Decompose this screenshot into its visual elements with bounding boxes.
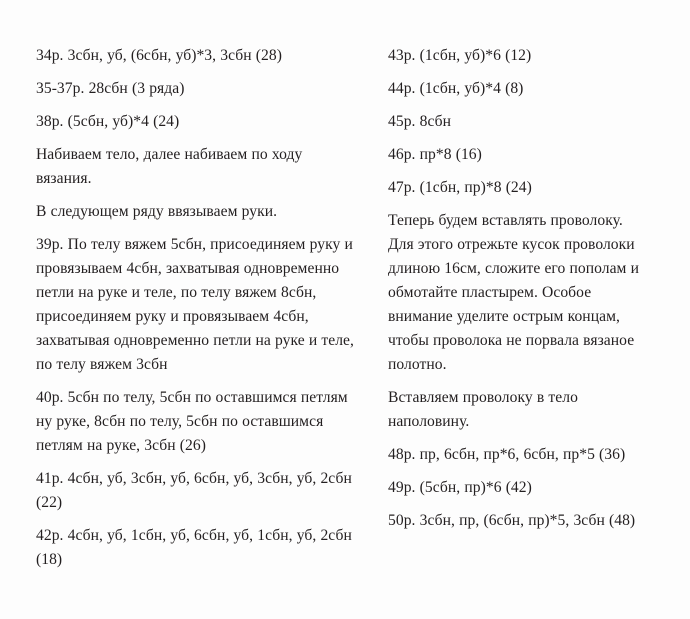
pattern-paragraph: Вставляем проволоку в тело наполовину. xyxy=(388,389,583,430)
pattern-paragraph: 34р. 3сбн, уб, (6сбн, уб)*3, 3сбн (28) xyxy=(36,47,282,64)
pattern-paragraph: 46р. пр*8 (16) xyxy=(388,146,482,163)
pattern-paragraph: 35-37р. 28сбн (3 ряда) xyxy=(36,80,185,97)
pattern-paragraph: 41р. 4сбн, уб, 3сбн, уб, 6сбн, уб, 3сбн, уб, 2сбн (22) xyxy=(36,470,357,511)
pattern-paragraph: 44р. (1сбн, уб)*4 (8) xyxy=(388,80,524,97)
pattern-paragraph: 49р. (5сбн, пр)*6 (42) xyxy=(388,479,532,496)
pattern-paragraph: 48р. пр, 6сбн, пр*6, 6сбн, пр*5 (36) xyxy=(388,446,626,463)
pattern-paragraph: 47р. (1сбн, пр)*8 (24) xyxy=(388,179,532,196)
pattern-paragraph: 38р. (5сбн, уб)*4 (24) xyxy=(36,113,180,130)
left-column xyxy=(36,44,372,572)
pattern-paragraph: 50р. 3сбн, пр, (6сбн, пр)*5, 3сбн (48) xyxy=(388,512,636,529)
right-column xyxy=(372,44,652,533)
pattern-paragraph: 45р. 8сбн xyxy=(388,113,452,130)
pattern-paragraph: 39р. По телу вяжем 5сбн, присоединяем руку и провязываем 4сбн, захватывая одновременно петли на руке и теле, по телу вяжем 8сбн, присоединяем руку и провязываем 4сбн, захватывая одновременно петли на руке и теле, по телу вяжем 3сбн xyxy=(36,236,359,373)
two-column-layout xyxy=(36,44,668,572)
pattern-paragraph: Набиваем тело, далее набиваем по ходу вязания. xyxy=(36,146,307,187)
pattern-paragraph: 42р. 4сбн, уб, 1сбн, уб, 6сбн, уб, 1сбн, уб, 2сбн (18) xyxy=(36,527,357,568)
pattern-paragraph: 40р. 5сбн по телу, 5сбн по оставшимся петлям ну руке, 8сбн по телу, 5сбн по оставшимся петлям на руке, 3сбн (26) xyxy=(36,389,352,454)
pattern-paragraph: В следующем ряду ввязываем руки. xyxy=(36,203,278,220)
pattern-paragraph: 43р. (1сбн, уб)*6 (12) xyxy=(388,47,532,64)
pattern-paragraph: Теперь будем вставлять проволоку. Для этого отрежьте кусок проволоки длиною 16см, сложите его пополам и обмотайте пластырем. Особое внимание уделите острым концам, чтобы проволока не порвала вязаное полотно. xyxy=(388,212,644,373)
